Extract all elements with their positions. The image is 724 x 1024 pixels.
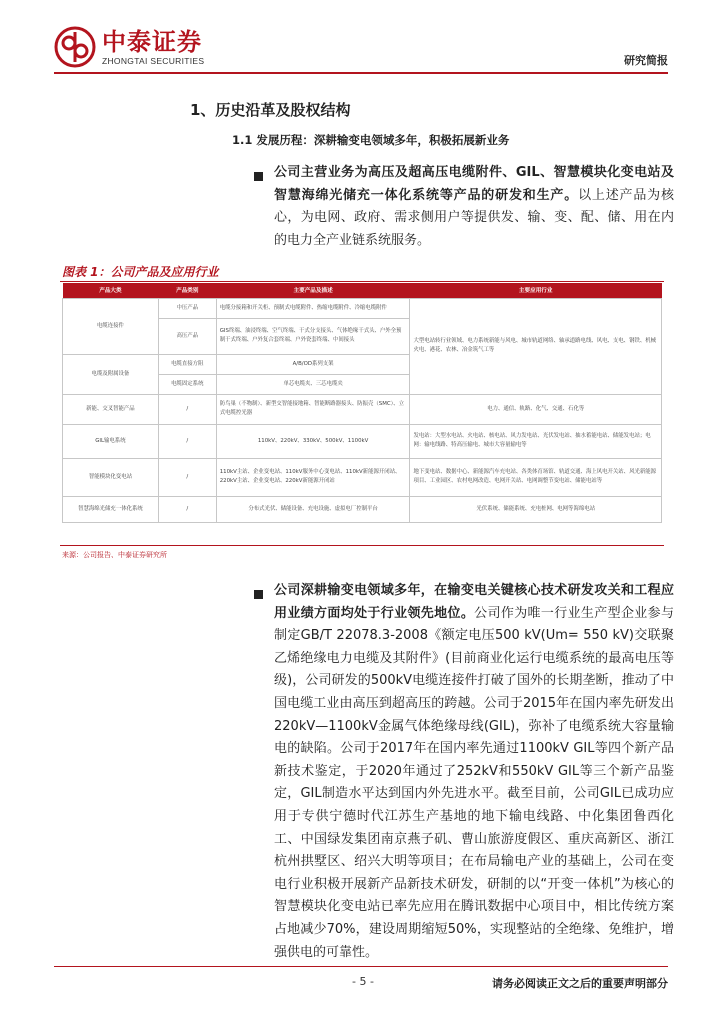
page-header: [0, 0, 724, 80]
logo-chinese-name: 中泰证券: [102, 27, 202, 56]
table-cell: 电缆连接件: [63, 298, 159, 354]
table-cell: 电缆固定系统: [158, 374, 216, 394]
table-cell: 单芯电缆夹、三芯电缆夹: [216, 374, 410, 394]
table-cell: 大型电站转行业领域、电力系统新能与风电、城市轨道网络、轴承道路电线、风电、支电、钢铁、机械火电、港花、农林、冶金筑气工等: [410, 298, 662, 394]
paragraph-industry-position: [274, 580, 674, 964]
table-row: [63, 496, 662, 522]
table-cell: 电缆分接箱和开关柜、预制式电缆附件、热缩电缆附件、冷缩电缆附件: [216, 298, 410, 318]
table-row: [63, 394, 662, 424]
header-divider: [54, 72, 668, 74]
page-number: - 5 -: [352, 975, 374, 988]
table-cell: A/B/OD系列支架: [216, 354, 410, 374]
figure-source: 来源：公司报告、中泰证券研究所: [62, 551, 167, 559]
table-cell: 电缆直接方阻: [158, 354, 216, 374]
table-header-cell: 主要应用行业: [410, 283, 662, 298]
section-subtitle: 1.1 发展历程：深耕输变电领域多年，积极拓展新业务: [232, 133, 510, 147]
paragraph-main-business-text: 以上述产品为核心，为电网、政府、需求侧用户等提供发、输、变、配、储、用在内的电力全产业链系统服务。: [274, 187, 674, 248]
table-cell: /: [158, 496, 216, 522]
section-title: 1、历史沿革及股权结构: [190, 101, 351, 119]
table-cell: /: [158, 424, 216, 458]
table-cell: 110kV、220kV、330kV、500kV、1100kV: [216, 424, 410, 458]
table-cell: 高压产品: [158, 318, 216, 354]
paragraph-industry-position-text: 公司作为唯一行业生产型企业参与制定GB/T 22078.3-2008《额定电压500 kV(Um= 550 kV)交联聚乙烯绝缘电力电缆及其附件》(目前商业化运行电缆系统的最高电压等级)，公司研发的500kV电缆连接件打破了国外的长期垄断，推动了中国电缆工业由高压到超高压的跨越。公司于2015年在国内率先研发出220kV—1100kV金属气体绝缘母线(GIL)，弥补了电缆系统大容量输电的缺陷。公司于2017年在国内率先通过1100kV GIL等四个新产品新技术鉴定，于2020年通过了252kV和550kV GIL等三个新产品鉴定，GIL制造水平达到国内外先进水平。截至目前，公司GIL已成功应用于专供宁德时代江苏生产基地的地下输电线路、中化集团鲁西化工、中国绿发集团南京燕子矶、曹山旅游度假区、重庆高新区、浙江杭州拱墅区、绍兴大明等项目；在布局输电产业的基础上，公司在变电行业积极开展新产品新技术研发，研制的以“开变一体机”为核心的智慧模块化变电站已率先应用在腾讯数据中心项目中，相比传统方案占地减少70%，建设周期缩短50%，实现整站的全绝缘、免维护，增强供电的可靠性。: [274, 605, 674, 960]
table-cell: 电力、通信、轨路、化气、交通、石化等: [410, 394, 662, 424]
table-cell: GIL输电系统: [63, 424, 159, 458]
table-header-cell: 主要产品及描述: [216, 283, 410, 298]
bullet-icon: [254, 172, 263, 181]
table-header-row: [63, 283, 662, 298]
figure-title: 图表 1：公司产品及应用行业: [62, 265, 219, 279]
paragraph-industry-position-bold: 公司深耕输变电领域多年，在输变电关键核心技术研发攻关和工程应用业绩方面均处于行业领先地位。: [274, 583, 674, 621]
logo-english-name: ZHONGTAI SECURITIES: [102, 55, 205, 66]
table-row: [63, 458, 662, 496]
table-cell: /: [158, 458, 216, 496]
table-cell: 智慧海绵光储充一体化系统: [63, 496, 159, 522]
report-type-label: 研究简报: [624, 54, 668, 67]
table-cell: 新能、交叉智能产品: [63, 394, 159, 424]
table-row: [63, 298, 662, 318]
product-table: [62, 283, 662, 523]
figure-bottom-rule: [60, 545, 664, 546]
table-header-cell: 产品大类: [63, 283, 159, 298]
bullet-icon: [254, 590, 263, 599]
company-logo: [54, 26, 204, 68]
zhongtai-logo-icon: [54, 26, 96, 68]
table-cell: 防鸟巢（不物制）、新型交智能接地箱、智能断路器接头、防振壳（SMC）、立式电缆控光器: [216, 394, 410, 424]
table-cell: 光伏系统、储能系统、充电桩网、电网等海绵电站: [410, 496, 662, 522]
paragraph-main-business-bold: 公司主营业务为高压及超高压电缆附件、GIL、智慧模块化变电站及智慧海绵光储充一体化系统等产品的研发和生产。: [274, 165, 674, 203]
footer-divider: [54, 966, 668, 967]
table-cell: 中压产品: [158, 298, 216, 318]
table-cell: 智能模块化变电站: [63, 458, 159, 496]
paragraph-main-business: [274, 162, 674, 252]
footer-disclaimer: 请务必阅读正文之后的重要声明部分: [492, 977, 668, 990]
table-header-cell: 产品类别: [158, 283, 216, 298]
table-cell: 分布式光伏、储能设备、充电设施、虚拟电厂控制平台: [216, 496, 410, 522]
figure-top-rule: [60, 281, 664, 282]
table-cell: 110kV主站、企业变电站、110kV服务中心变电站、110kV新能源开闭站、220kV主站、企业变电站、220kV新能源开闭站: [216, 458, 410, 496]
table-cell: 地下变电站、数据中心、新能源汽车充电站、各类体育场馆、轨道交通、海上风电开关站、风光新能源项目、工业园区、农村电网改造、电网开关站、电网调整节变电站、储能电站等: [410, 458, 662, 496]
table-cell: 电缆及附属设备: [63, 354, 159, 394]
table-row: [63, 424, 662, 458]
table-cell: GIS终端、油浸终端、空气终端、干式分支接头、气体绝缘干式头、户外全预制干式终端、户外复合套终端、户外瓷套终端、中间接头: [216, 318, 410, 354]
table-cell: 发电站：大型水电站、火电站、核电站、风力发电站、光伏发电站、抽水蓄能电站、储能发电站；电网：输电线路、特高压输电、城市大容量输电等: [410, 424, 662, 458]
table-cell: /: [158, 394, 216, 424]
